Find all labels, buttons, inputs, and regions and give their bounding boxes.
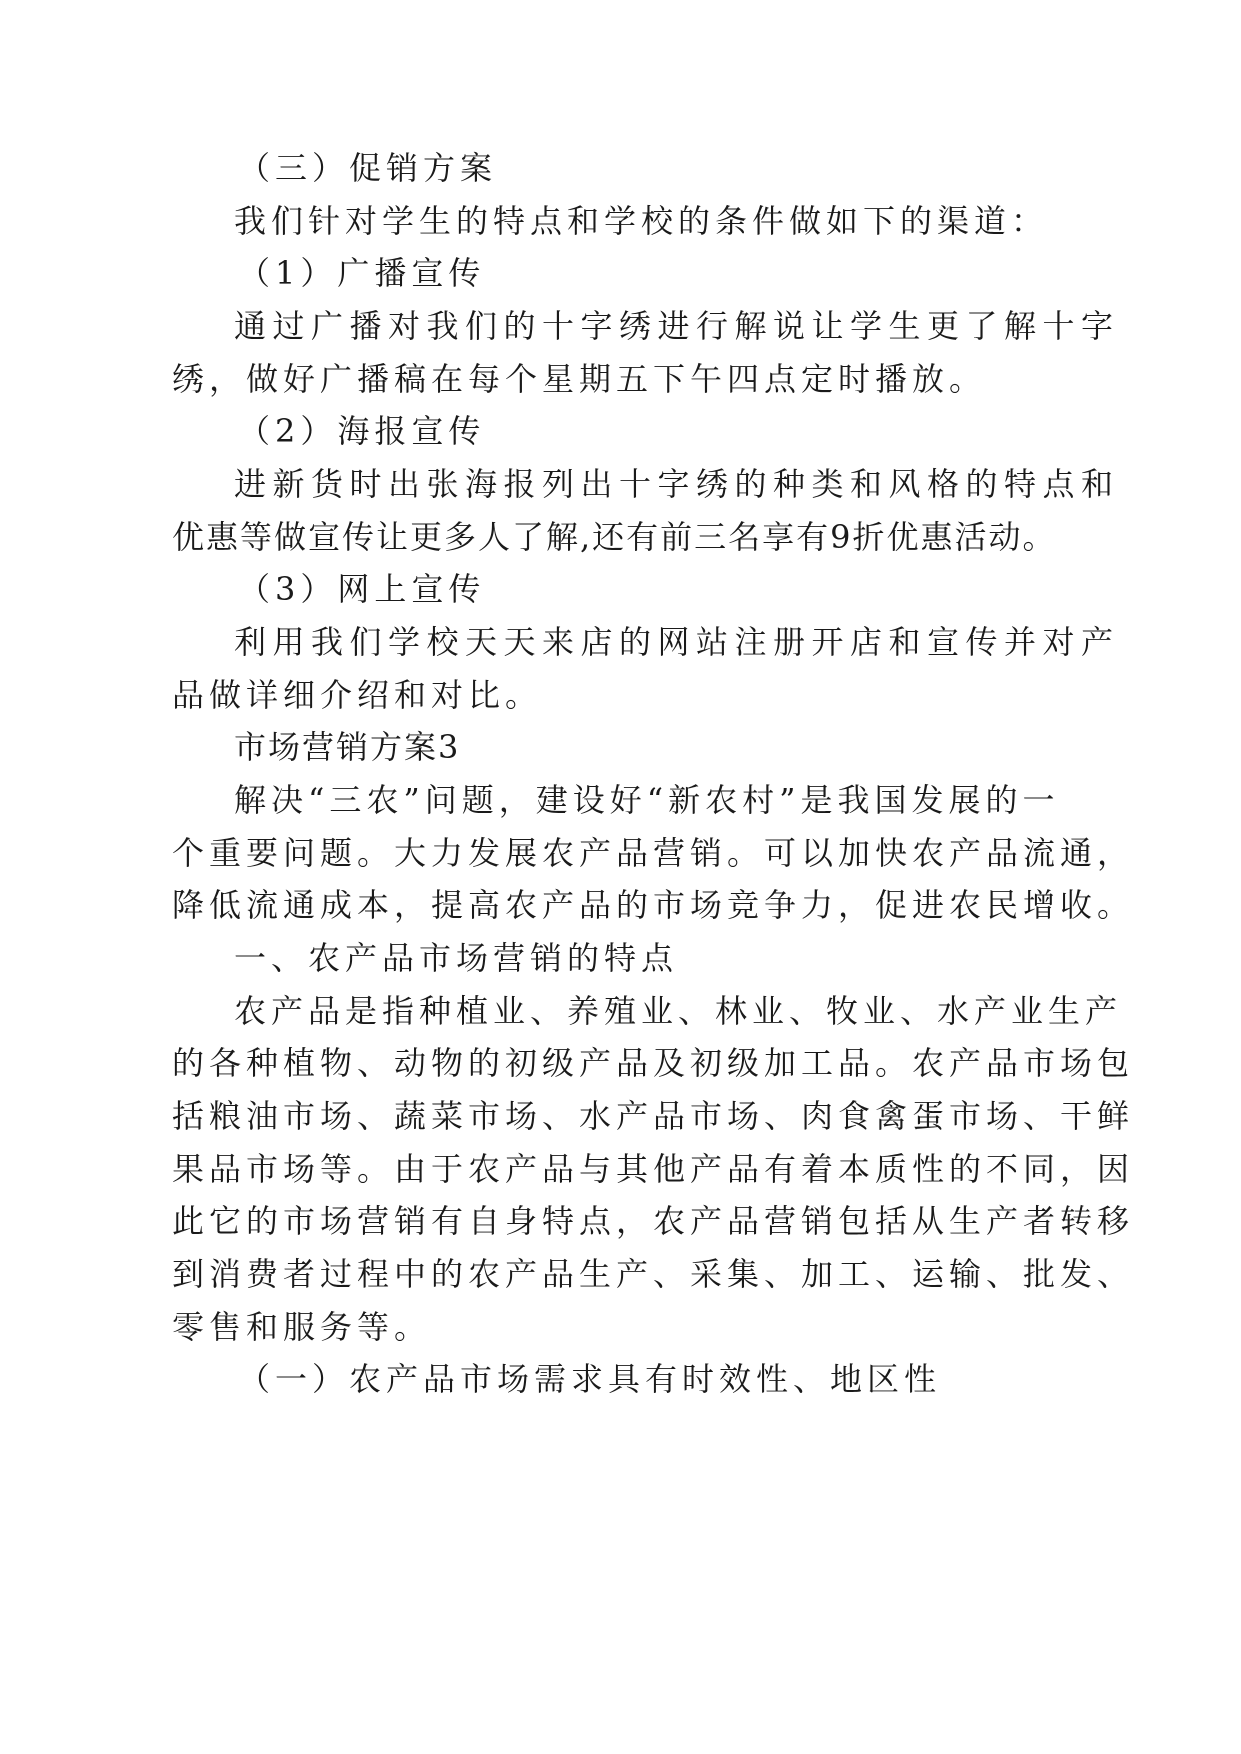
paragraph-line: 通过广播对我们的十字绣进行解说让学生更了解十字 bbox=[234, 307, 1120, 345]
paragraph-line: 进新货时出张海报列出十字绣的种类和风格的特点和 bbox=[234, 465, 1120, 503]
paragraph-line: 我们针对学生的特点和学校的条件做如下的渠道： bbox=[234, 202, 1049, 240]
subheading-demand: （一）农产品市场需求具有时效性、地区性 bbox=[238, 1360, 942, 1398]
section-title: 市场营销方案3 bbox=[234, 728, 461, 766]
paragraph-line: 优惠等做宣传让更多人了解,还有前三名享有9折优惠活动。 bbox=[172, 518, 1057, 556]
paragraph-line: 个重要问题。大力发展农产品营销。可以加快农产品流通， bbox=[172, 834, 1135, 872]
paragraph-line: 品做详细介绍和对比。 bbox=[172, 676, 543, 714]
subheading-poster: （2）海报宣传 bbox=[238, 412, 486, 450]
paragraph-line: 括粮油市场、蔬菜市场、水产品市场、肉食禽蛋市场、干鲜 bbox=[172, 1097, 1135, 1135]
heading-promotion-plan: （三）促销方案 bbox=[238, 149, 498, 187]
paragraph-line: 此它的市场营销有自身特点，农产品营销包括从生产者转移 bbox=[172, 1202, 1135, 1240]
heading-features: 一、农产品市场营销的特点 bbox=[234, 939, 679, 977]
paragraph-line: 到消费者过程中的农产品生产、采集、加工、运输、批发、 bbox=[172, 1255, 1135, 1293]
paragraph-line: 的各种植物、动物的初级产品及初级加工品。农产品市场包 bbox=[172, 1044, 1135, 1082]
paragraph-line: 果品市场等。由于农产品与其他产品有着本质性的不同，因 bbox=[172, 1150, 1135, 1188]
subheading-broadcast: （1）广播宣传 bbox=[238, 254, 486, 292]
paragraph-line: 农产品是指种植业、养殖业、林业、牧业、水产业生产 bbox=[234, 992, 1123, 1030]
paragraph-line: 绣，做好广播稿在每个星期五下午四点定时播放。 bbox=[172, 360, 987, 398]
paragraph-line: 利用我们学校天天来店的网站注册开店和宣传并对产 bbox=[234, 623, 1120, 661]
paragraph-line: 降低流通成本，提高农产品的市场竞争力，促进农民增收。 bbox=[172, 886, 1135, 924]
paragraph-line: 零售和服务等。 bbox=[172, 1308, 432, 1346]
paragraph-line: 解决“三农”问题，建设好“新农村”是我国发展的一 bbox=[234, 781, 1060, 819]
subheading-online: （3）网上宣传 bbox=[238, 570, 486, 608]
